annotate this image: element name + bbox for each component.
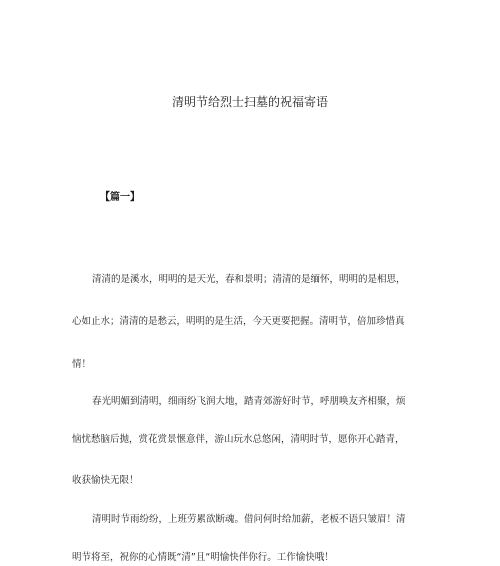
paragraph-line: 心如止水；清清的是愁云，明明的是生活，今天更要把握。清明节，倍加珍惜真 xyxy=(72,316,405,327)
paragraph-line: 清明时节雨纷纷，上班劳累欲断魂。借问何时给加薪，老板不语只皱眉！清 xyxy=(92,514,406,525)
paragraph-line: 收获愉快无限！ xyxy=(72,475,139,486)
section-heading: 【篇一】 xyxy=(100,192,140,203)
paragraph-line: 清清的是溪水，明明的是天光，春和景明；清清的是缅怀，明明的是相思， xyxy=(92,274,406,285)
paragraph-line: 恼忧愁脑后抛，赏花赏景惬意伴，游山玩水总悠闲，清明时节，愿你开心踏青， xyxy=(72,434,405,445)
paragraph-line: 情！ xyxy=(72,359,92,370)
paragraph-line: 春光明媚到清明，细雨纷飞润大地，踏青郊游好时节，呼朋唤友齐相聚，烦 xyxy=(92,396,406,407)
paragraph-line: 明节将至，祝你的心情既“清”且“明愉快伴你行。工作愉快哦！ xyxy=(72,552,334,563)
document-title: 清明节给烈士扫墓的祝福寄语 xyxy=(171,95,328,109)
